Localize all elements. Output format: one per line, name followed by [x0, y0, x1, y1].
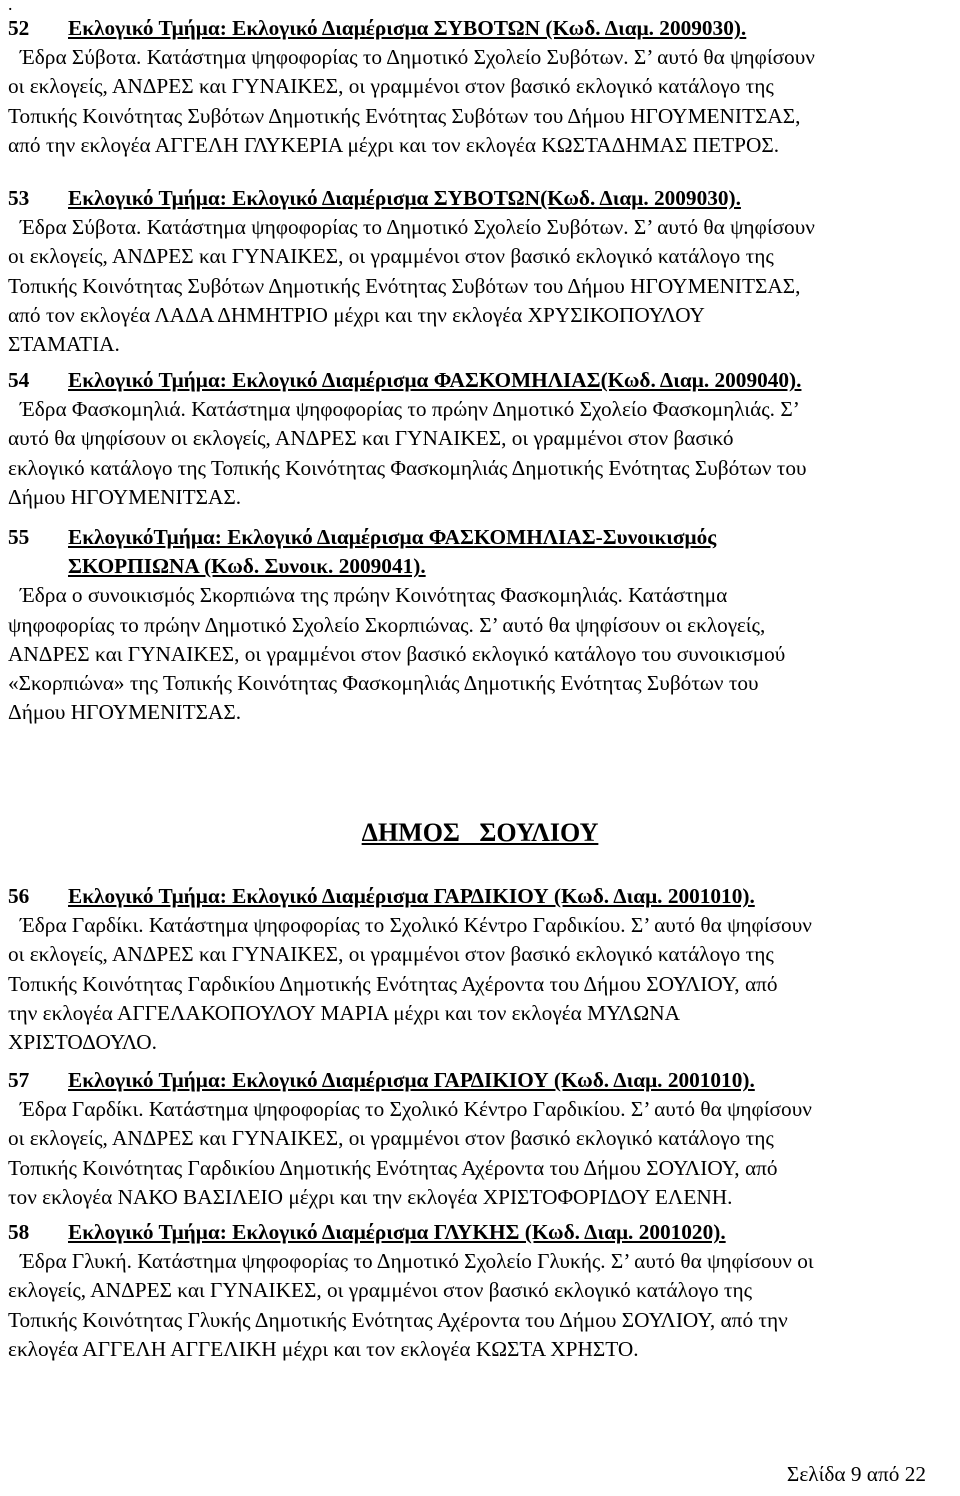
polling-entry-57 [8, 1066, 954, 1212]
body-line: από τον εκλογέα ΛΑΔΑ ΔΗΜΗΤΡΙΟ μέχρι και την εκλογέα ΧΡΥΣΙΚΟΠΟΥΛΟΥ [8, 302, 705, 327]
entry-heading [8, 882, 954, 911]
entry-title: Εκλογικό Τμήμα: Εκλογικό Διαμέρισμα ΦΑΣΚΟΜΗΛΙΑΣ(Κωδ. Διαμ. 2009040). [68, 368, 802, 392]
entry-number: 53 [8, 186, 30, 210]
entry-body [8, 581, 954, 727]
body-line: Τοπικής Κοινότητας Γαρδικίου Δημοτικής Ενότητας Αχέροντα του Δήμου ΣΟΥΛΙΟΥ, από [8, 971, 778, 996]
entry-number: 55 [8, 525, 30, 549]
entry-heading [8, 14, 954, 43]
entry-number: 54 [8, 368, 30, 392]
body-line: οι εκλογείς, ΑΝΔΡΕΣ και ΓΥΝΑΙΚΕΣ, οι γραμμένοι στον βασικό εκλογικό κατάλογο της [8, 942, 774, 967]
body-line: ψηφοφορίας το πρώην Δημοτικό Σχολείο Σκορπιώνας. Σ’ αυτό θα ψηφίσουν οι εκλογείς, [8, 612, 766, 637]
body-line: οι εκλογείς, ΑΝΔΡΕΣ και ΓΥΝΑΙΚΕΣ, οι γραμμένοι στον βασικό εκλογικό κατάλογο της [8, 1126, 774, 1151]
entry-title: Εκλογικό Τμήμα: Εκλογικό Διαμέρισμα ΓΛΥΚΗΣ (Κωδ. Διαμ. 2001020). [68, 1220, 726, 1244]
entry-heading [8, 1066, 954, 1095]
body-line: Έδρα Φασκομηλιά. Κατάστημα ψηφοφορίας το πρώην Δημοτικό Σχολείο Φασκομηλιάς. Σ’ [20, 397, 800, 422]
entry-heading [8, 1218, 954, 1247]
body-line: εκλογέα ΑΓΓΕΛΗ ΑΓΓΕΛΙΚΗ μέχρι και τον εκλογέα ΚΩΣΤΑ ΧΡΗΣΤΟ. [8, 1336, 639, 1361]
entry-title-block [68, 523, 954, 581]
body-line: Έδρα Γαρδίκι. Κατάστημα ψηφοφορίας το Σχολικό Κέντρο Γαρδικίου. Σ’ αυτό θα ψηφίσουν [20, 1097, 812, 1122]
entry-heading [8, 184, 954, 213]
entry-title: Εκλογικό Τμήμα: Εκλογικό Διαμέρισμα ΣΥΒΟΤΩΝ (Κωδ. Διαμ. 2009030). [68, 16, 747, 40]
body-line: Έδρα Γλυκή. Κατάστημα ψηφοφορίας το Δημοτικό Σχολείο Γλυκής. Σ’ αυτό θα ψηφίσουν οι [20, 1249, 814, 1274]
body-line: «Σκορπιώνα» της Τοπικής Κοινότητας Φασκομηλιάς Δημοτικής Ενότητας Συβότων του [8, 671, 759, 696]
section-heading: ΔΗΜΟΣ ΣΟΥΛΙΟΥ [361, 818, 599, 847]
body-line: από την εκλογέα ΑΓΓΕΛΗ ΓΛΥΚΕΡΙΑ μέχρι και τον εκλογέα ΚΩΣΤΑΔΗΜΑΣ ΠΕΤΡΟΣ. [8, 132, 780, 157]
page-marker: . [8, 0, 13, 14]
polling-entry-53 [8, 184, 954, 359]
body-line: ΧΡΙΣΤΟΔΟΥΛΟ. [8, 1030, 157, 1055]
body-line: Έδρα ο συνοικισμός Σκορπιώνα της πρώην Κοινότητας Φασκομηλιάς. Κατάστημα [20, 583, 728, 608]
body-line: Τοπικής Κοινότητας Συβότων Δημοτικής Ενότητας Συβότων του Δήμου ΗΓΟΥΜΕΝΙΤΣΑΣ, [8, 103, 801, 128]
entry-number: 52 [8, 16, 30, 40]
body-line: οι εκλογείς, ΑΝΔΡΕΣ και ΓΥΝΑΙΚΕΣ, οι γραμμένοι στον βασικό εκλογικό κατάλογο της [8, 74, 774, 99]
entry-title-continued: ΣΚΟΡΠΙΩΝΑ (Κωδ. Συνοικ. 2009041). [68, 554, 426, 579]
entry-body [8, 1095, 954, 1212]
body-line: Έδρα Σύβοτα. Κατάστημα ψηφοφορίας το Δημοτικό Σχολείο Συβότων. Σ’ αυτό θα ψηφίσουν [20, 215, 815, 240]
body-line: Δήμου ΗΓΟΥΜΕΝΙΤΣΑΣ. [8, 484, 242, 509]
body-line: αυτό θα ψηφίσουν οι εκλογείς, ΑΝΔΡΕΣ και ΓΥΝΑΙΚΕΣ, οι γραμμένοι στον βασικό [8, 426, 734, 451]
entry-body [8, 213, 954, 359]
polling-entry-56 [8, 882, 954, 1057]
body-line: οι εκλογείς, ΑΝΔΡΕΣ και ΓΥΝΑΙΚΕΣ, οι γραμμένοι στον βασικό εκλογικό κατάλογο της [8, 244, 774, 269]
body-line: Έδρα Σύβοτα. Κατάστημα ψηφοφορίας το Δημοτικό Σχολείο Συβότων. Σ’ αυτό θα ψηφίσουν [20, 45, 815, 70]
body-line: Τοπικής Κοινότητας Γαρδικίου Δημοτικής Ενότητας Αχέροντα του Δήμου ΣΟΥΛΙΟΥ, από [8, 1155, 778, 1180]
entry-body [8, 43, 954, 160]
polling-entry-58 [8, 1218, 954, 1364]
entry-heading [8, 523, 954, 581]
entry-number: 57 [8, 1068, 30, 1092]
entry-heading [8, 366, 954, 395]
body-line: ΣΤΑΜΑΤΙΑ. [8, 332, 120, 357]
body-line: ΑΝΔΡΕΣ και ΓΥΝΑΙΚΕΣ, οι γραμμένοι στον βασικό εκλογικό κατάλογο του συνοικισμού [8, 641, 786, 666]
polling-entry-55 [8, 523, 954, 727]
entry-title: ΕκλογικόΤμήμα: Εκλογικό Διαμέρισμα ΦΑΣΚΟΜΗΛΙΑΣ-Συνοικισμός [68, 525, 717, 549]
entry-body [8, 911, 954, 1057]
entry-body [8, 395, 954, 512]
entry-number: 58 [8, 1220, 30, 1244]
entry-title: Εκλογικό Τμήμα: Εκλογικό Διαμέρισμα ΓΑΡΔΙΚΙΟΥ (Κωδ. Διαμ. 2001010). [68, 884, 755, 908]
body-line: εκλογείς, ΑΝΔΡΕΣ και ΓΥΝΑΙΚΕΣ, οι γραμμένοι στον βασικό εκλογικό κατάλογο της [8, 1278, 753, 1303]
body-line: Έδρα Γαρδίκι. Κατάστημα ψηφοφορίας το Σχολικό Κέντρο Γαρδικίου. Σ’ αυτό θα ψηφίσουν [20, 913, 812, 938]
body-line: εκλογικό κατάλογο της Τοπικής Κοινότητας Φασκομηλιάς Δημοτικής Ενότητας Συβότων του [8, 455, 807, 480]
body-line: Τοπικής Κοινότητας Συβότων Δημοτικής Ενότητας Συβότων του Δήμου ΗΓΟΥΜΕΝΙΤΣΑΣ, [8, 273, 801, 298]
page-number: Σελίδα 9 από 22 [786, 1462, 926, 1486]
body-line: Τοπικής Κοινότητας Γλυκής Δημοτικής Ενότητας Αχέροντα του Δήμου ΣΟΥΛΙΟΥ, από την [8, 1307, 788, 1332]
entry-number: 56 [8, 884, 30, 908]
body-line: τον εκλογέα ΝΑΚΟ ΒΑΣΙΛΕΙΟ μέχρι και την εκλογέα ΧΡΙΣΤΟΦΟΡΙΔΟΥ ΕΛΕΝΗ. [8, 1184, 733, 1209]
entry-title: Εκλογικό Τμήμα: Εκλογικό Διαμέρισμα ΓΑΡΔΙΚΙΟΥ (Κωδ. Διαμ. 2001010). [68, 1068, 755, 1092]
polling-entry-54 [8, 366, 954, 512]
body-line: Δήμου ΗΓΟΥΜΕΝΙΤΣΑΣ. [8, 700, 242, 725]
entry-title: Εκλογικό Τμήμα: Εκλογικό Διαμέρισμα ΣΥΒΟΤΩΝ(Κωδ. Διαμ. 2009030). [68, 186, 741, 210]
entry-body [8, 1247, 954, 1364]
polling-entry-52 [8, 14, 954, 160]
body-line: την εκλογέα ΑΓΓΕΛΑΚΟΠΟΥΛΟΥ ΜΑΡΙΑ μέχρι και τον εκλογέα ΜΥΛΩΝΑ [8, 1000, 681, 1025]
